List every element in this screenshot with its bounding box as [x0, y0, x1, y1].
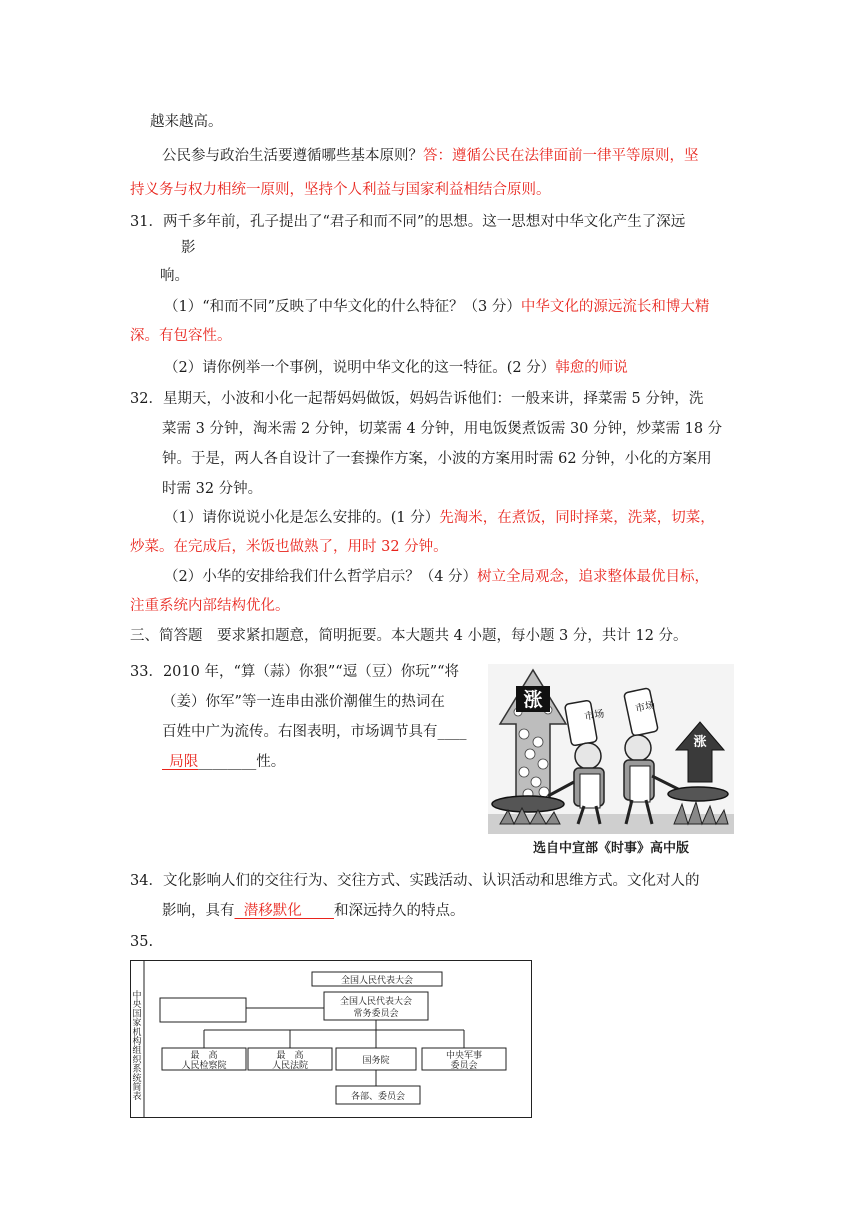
question-line	[162, 146, 699, 166]
court-label-1: 最 高	[276, 1051, 304, 1061]
text-line: 响。	[160, 268, 189, 284]
text-line: 菜需 3 分钟，淘米需 2 分钟，切菜需 4 分钟，用电饭煲煮饭需 30 分钟，炒菜需 18 分	[162, 421, 723, 437]
npcsc-label-2: 常务委员会	[353, 1009, 399, 1019]
text-line: 影	[181, 240, 196, 256]
cartoon-caption: 选自中宣部《时事》高中版	[532, 841, 689, 856]
court-label-2: 人民法院	[271, 1061, 309, 1071]
sub-question-line	[164, 567, 709, 587]
answer-text: 中华文化的源远流长和博大精	[520, 299, 710, 315]
question-31: 31．两千多年前，孔子提出了“君子和而不同”的思想。这一思想对中华文化产生了深远	[130, 214, 686, 230]
text-line: 钟。于是，两人各自设计了一套操作方案，小波的方案用时需 62 分钟，小化的方案用	[162, 451, 712, 467]
answer-text: 答：遵循公民在法律面前一律平等原则，坚	[423, 148, 699, 164]
answer-text: _局限	[162, 754, 199, 770]
question-text: 公民参与政治生活要遵循哪些基本原则？	[162, 148, 423, 164]
hat-label-right: 市场	[634, 700, 657, 715]
diagram-side-title: 中央国家机构组织系统简表	[132, 991, 142, 1103]
cmc-label-1: 中央军事	[445, 1051, 483, 1061]
sub-question-line	[164, 508, 715, 528]
text-span: 百姓中广为流传。右图表明，市场调节具有	[162, 724, 438, 740]
sub-question-line	[164, 297, 709, 317]
text-span: 性。	[256, 754, 286, 770]
sub-question-text: （2）请你例举一个事例，说明中华文化的这一特征。(2 分）	[164, 360, 556, 376]
answer-line: 深。有包容性。	[130, 328, 232, 344]
text-line: （姜）你军”等一连串由涨价潮催生的热词在	[162, 694, 445, 710]
question-32: 32．星期天，小波和小化一起帮妈妈做饭，妈妈告诉他们：一般来讲，择菜需 5 分钟，洗	[130, 391, 704, 407]
question-35: 35.	[130, 934, 154, 950]
text-line: 时需 32 分钟。	[162, 481, 263, 497]
sub-question-text: （1）“和而不同”反映了中华文化的什么特征？（3 分）	[164, 299, 521, 315]
answer-line: 持义务与权力相统一原则，坚持个人利益与国家利益相结合原则。	[130, 182, 551, 198]
rise-label-big: 涨	[523, 689, 543, 711]
state-council-label: 国务院	[362, 1056, 390, 1066]
answer-text: 先淘米，在煮饭，同时择菜，洗菜，切菜，	[439, 510, 715, 526]
rise-label-small: 涨	[693, 735, 707, 750]
cmc-label-2: 委员会	[450, 1061, 478, 1071]
answer-blank-line	[162, 901, 464, 921]
section-heading: 三、简答题 要求紧扣题意，简明扼要。本大题共 4 小题，每小题 3 分，共计 12 分。	[130, 628, 688, 644]
ministries-label: 各部、委员会	[350, 1092, 406, 1102]
text-span: 影响，具有	[162, 903, 235, 919]
answer-line: 炒菜。在完成后，米饭也做熟了，用时 32 分钟。	[130, 539, 448, 555]
blank-line: ________	[198, 754, 257, 770]
hat-label-left: 市场	[583, 708, 606, 723]
price-rise-cartoon	[488, 664, 734, 834]
text-line	[162, 722, 467, 742]
blank-box	[160, 998, 246, 1022]
answer-text: 潜移默化	[234, 903, 334, 919]
text-span: 和深远持久的特点。	[333, 903, 465, 919]
npcsc-label-1: 全国人民代表大会	[339, 997, 413, 1007]
procuratorate-label-2: 人民检察院	[181, 1061, 227, 1071]
answer-text: 韩愈的师说	[555, 360, 628, 376]
procuratorate-label-1: 最 高	[190, 1051, 218, 1061]
text-line: 越来越高。	[150, 114, 223, 130]
answer-line: 注重系统内部结构优化。	[130, 598, 290, 614]
npc-label: 全国人民代表大会	[340, 976, 414, 986]
sub-question-text: （2）小华的安排给我们什么哲学启示？（4 分）	[164, 569, 478, 585]
state-organs-diagram	[130, 960, 532, 1118]
question-33: 33．2010 年，“算（蒜）你狠”“逗（豆）你玩”“将	[130, 664, 460, 680]
answer-text: 树立全局观念，追求整体最优目标，	[477, 569, 710, 585]
sub-question-text: （1）请你说说小化是怎么安排的。(1 分）	[164, 510, 440, 526]
answer-blank-line	[162, 752, 285, 772]
sub-question-line	[164, 358, 628, 378]
question-34: 34．文化影响人们的交往行为、交往方式、实践活动、认识活动和思维方式。文化对人的	[130, 873, 700, 889]
blank-line: ____	[437, 724, 467, 740]
